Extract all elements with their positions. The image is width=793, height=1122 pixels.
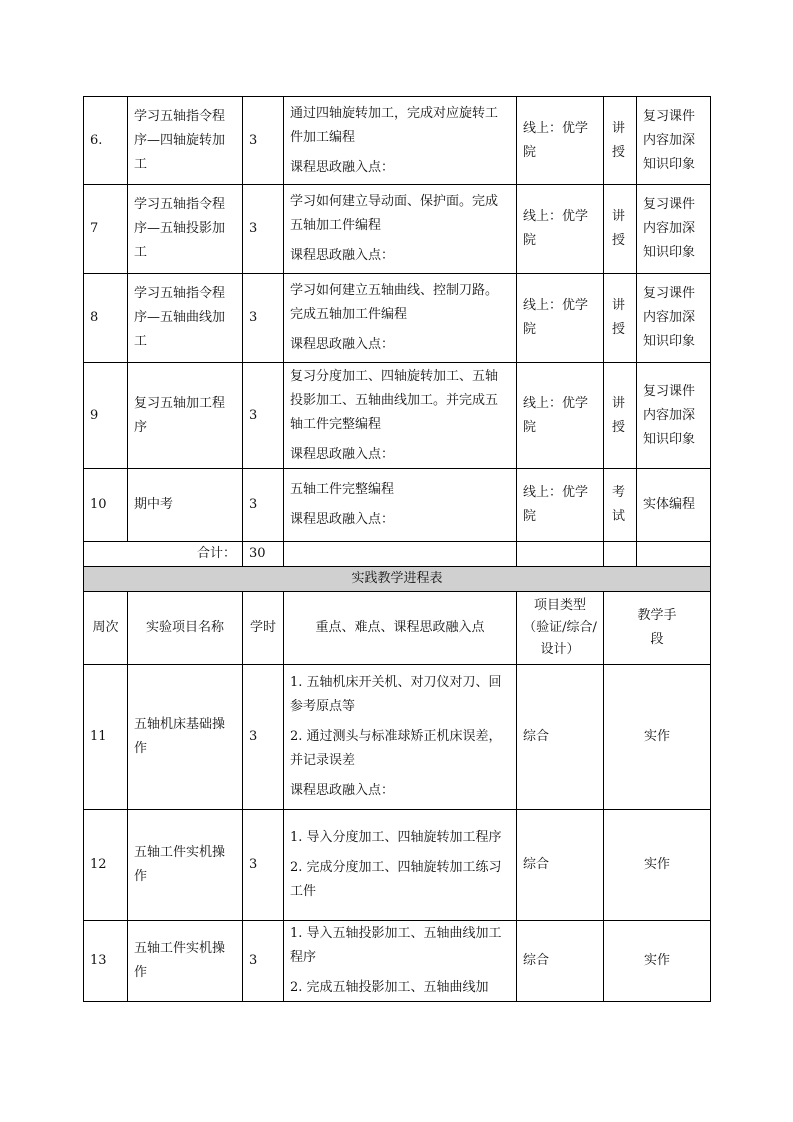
method: 讲授 (604, 185, 637, 274)
content-item: 1. 导入分度加工、四轴旋转加工程序 (290, 830, 502, 845)
table-row (84, 665, 711, 810)
hours: 3 (243, 921, 284, 1002)
content: 学习如何建立导动面、保护面。完成五轴加工件编程 (290, 194, 499, 233)
method: 实作 (604, 921, 711, 1002)
table-row (84, 274, 711, 363)
content: 通过四轴旋转加工，完成对应旋转工件加工编程 (290, 105, 499, 145)
method: 实作 (604, 810, 711, 921)
week: 12 (84, 810, 128, 921)
content-cell (284, 810, 517, 921)
hours: 3 (243, 469, 284, 542)
method: 讲授 (604, 274, 637, 363)
total-hours: 30 (243, 542, 284, 567)
ideology: 课程思政融入点： (290, 446, 395, 462)
table-row (84, 363, 711, 469)
lesson-name: 复习五轴加工程序 (128, 363, 243, 469)
content: 五轴工件完整编程 (290, 482, 395, 497)
hours: 3 (243, 274, 284, 363)
project-name: 五轴工件实机操作 (128, 921, 243, 1002)
content-cell (284, 97, 517, 185)
table-row (84, 97, 711, 185)
project-type: 综合 (517, 665, 604, 810)
lesson-name: 学习五轴指令程序—五轴投影加工 (128, 185, 243, 274)
assignment: 实体编程 (637, 469, 711, 542)
content: 复习分度加工、四轴旋转加工、五轴投影加工、五轴曲线加工。并完成五轴工件完整编程 (290, 368, 499, 432)
header-type: 项目类型（验证/综合/设计） (517, 592, 604, 665)
content-cell (284, 274, 517, 363)
content-cell (284, 665, 517, 810)
week: 9 (84, 363, 128, 469)
platform: 线上：优学院 (517, 469, 604, 542)
week: 11 (84, 665, 128, 810)
header-hours: 学时 (243, 592, 284, 665)
header-name: 实验项目名称 (128, 592, 243, 665)
header-content: 重点、难点、课程思政融入点 (284, 592, 517, 665)
assignment: 复习课件内容加深知识印象 (637, 363, 711, 469)
project-type: 综合 (517, 921, 604, 1002)
content-item: 2. 通过测头与标准球矫正机床误差，并记录误差 (290, 729, 502, 768)
lesson-name: 学习五轴指令程序—四轴旋转加工 (128, 97, 243, 185)
content: 学习如何建立五轴曲线、控制刀路。完成五轴加工件编程 (290, 283, 499, 322)
assignment: 复习课件内容加深知识印象 (637, 274, 711, 363)
header-week: 周次 (84, 592, 128, 665)
content-item: 2. 完成分度加工、四轴旋转加工练习工件 (290, 860, 502, 899)
assignment: 复习课件内容加深知识印象 (637, 97, 711, 185)
hours: 3 (243, 810, 284, 921)
table-row (84, 185, 711, 274)
week: 10 (84, 469, 128, 542)
method: 考试 (604, 469, 637, 542)
method: 讲授 (604, 97, 637, 185)
platform: 线上：优学院 (517, 363, 604, 469)
practice-title: 实践教学进程表 (84, 567, 711, 592)
platform: 线上：优学院 (517, 97, 604, 185)
course-schedule-table (83, 96, 711, 1002)
hours: 3 (243, 665, 284, 810)
week: 8 (84, 274, 128, 363)
project-type: 综合 (517, 810, 604, 921)
content-item: 1. 导入五轴投影加工、五轴曲线加工程序 (290, 926, 502, 965)
content-item: 课程思政融入点： (290, 783, 395, 798)
header-method: 教学手段 (604, 592, 711, 665)
hours: 3 (243, 363, 284, 469)
practice-title-row (84, 567, 711, 592)
project-name: 五轴机床基础操作 (128, 665, 243, 810)
week: 7 (84, 185, 128, 274)
total-label: 合计： (84, 542, 243, 567)
lesson-name: 学习五轴指令程序—五轴曲线加工 (128, 274, 243, 363)
hours: 3 (243, 97, 284, 185)
content-cell (284, 185, 517, 274)
assignment: 复习课件内容加深知识印象 (637, 185, 711, 274)
method: 讲授 (604, 363, 637, 469)
practice-header-row (84, 592, 711, 665)
week: 13 (84, 921, 128, 1002)
ideology: 课程思政融入点： (290, 159, 395, 175)
content-item: 1. 五轴机床开关机、对刀仪对刀、回参考原点等 (290, 675, 502, 714)
content-cell (284, 921, 517, 1002)
table-row (84, 921, 711, 1002)
method: 实作 (604, 665, 711, 810)
lesson-name: 期中考 (128, 469, 243, 542)
ideology: 课程思政融入点： (290, 248, 395, 263)
content-item: 2. 完成五轴投影加工、五轴曲线加 (290, 980, 489, 995)
total-row (84, 542, 711, 567)
platform: 线上：优学院 (517, 185, 604, 274)
ideology: 课程思政融入点： (290, 512, 395, 527)
content-cell (284, 363, 517, 469)
ideology: 课程思政融入点： (290, 337, 395, 352)
content-cell (284, 469, 517, 542)
platform: 线上：优学院 (517, 274, 604, 363)
table-row (84, 469, 711, 542)
hours: 3 (243, 185, 284, 274)
week: 6. (84, 97, 128, 185)
project-name: 五轴工件实机操作 (128, 810, 243, 921)
table-row (84, 810, 711, 921)
